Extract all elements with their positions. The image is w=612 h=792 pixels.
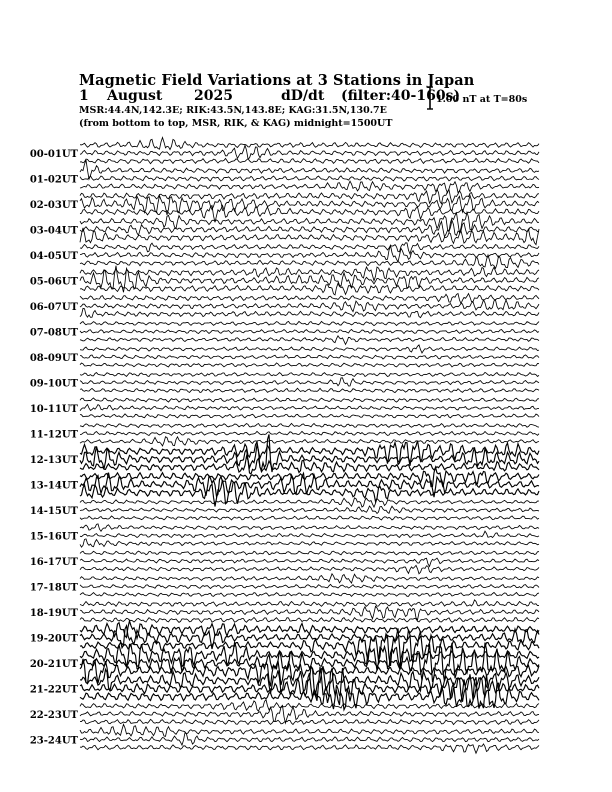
station-trace-kag bbox=[80, 372, 539, 376]
hour-label: 20-21UT bbox=[29, 659, 78, 670]
hour-label: 03-04UT bbox=[29, 225, 78, 237]
date-month: August bbox=[107, 88, 163, 104]
station-trace-rik bbox=[80, 705, 539, 723]
hour-label: 17-18UT bbox=[29, 582, 78, 594]
station-trace-rik bbox=[80, 531, 539, 537]
station-trace-msr bbox=[80, 181, 539, 193]
station-trace-kag bbox=[80, 212, 539, 233]
station-trace-rik bbox=[80, 404, 539, 410]
hour-row bbox=[80, 266, 539, 295]
hour-row bbox=[80, 212, 539, 244]
station-trace-kag bbox=[80, 294, 539, 304]
hour-label: 04-05UT bbox=[29, 251, 78, 262]
hour-label: 15-16UT bbox=[29, 531, 78, 543]
station-trace-msr bbox=[80, 283, 539, 295]
filter-label: (filter:40-160s) bbox=[341, 88, 461, 104]
station-order-note: (from bottom to top, MSR, RIK, & KAG) midnight=1500UT bbox=[79, 118, 393, 129]
station-trace-kag bbox=[80, 524, 539, 531]
station-trace-kag bbox=[80, 498, 539, 507]
station-trace-rik bbox=[80, 329, 539, 333]
hour-row bbox=[80, 600, 539, 623]
hour-row bbox=[80, 321, 539, 344]
station-trace-msr bbox=[80, 456, 539, 474]
hour-label: 02-03UT bbox=[29, 200, 78, 211]
hour-label: 00-01UT bbox=[29, 149, 78, 160]
station-trace-kag bbox=[80, 551, 539, 555]
station-trace-kag bbox=[80, 724, 539, 736]
hour-label: 11-12UT bbox=[29, 429, 78, 441]
hour-row bbox=[80, 574, 539, 597]
hour-row bbox=[80, 524, 539, 547]
station-trace-kag bbox=[80, 621, 539, 639]
station-trace-rik bbox=[80, 378, 539, 386]
hour-label: 08-09UT bbox=[29, 353, 78, 364]
station-trace-msr bbox=[80, 336, 539, 345]
hour-label: 09-10UT bbox=[29, 378, 78, 390]
station-trace-kag bbox=[80, 321, 539, 325]
station-trace-msr bbox=[80, 255, 539, 269]
hour-row bbox=[80, 724, 539, 753]
station-trace-msr bbox=[80, 719, 539, 724]
hour-label: 22-23UT bbox=[29, 710, 78, 721]
hour-row bbox=[80, 666, 539, 710]
date-day: 1 bbox=[79, 88, 89, 104]
station-trace-kag bbox=[80, 423, 539, 427]
date-year: 2025 bbox=[194, 88, 233, 104]
station-trace-kag bbox=[80, 398, 539, 402]
hour-row bbox=[80, 160, 539, 193]
station-trace-rik bbox=[80, 584, 539, 588]
chart-title: Magnetic Field Variations at 3 Stations in Japan bbox=[79, 72, 475, 89]
hour-labels bbox=[30, 149, 79, 747]
hour-label: 07-08UT bbox=[29, 327, 78, 339]
hour-label: 14-15UT bbox=[29, 506, 78, 517]
hour-row bbox=[80, 138, 539, 164]
hour-row bbox=[80, 423, 539, 446]
station-trace-msr bbox=[80, 388, 539, 392]
hour-label: 01-02UT bbox=[29, 174, 78, 186]
station-trace-rik bbox=[80, 145, 539, 158]
station-coordinates: MSR:44.4N,142.3E; RIK:43.5N,143.8E; KAG:31.5N,130.7E bbox=[79, 105, 387, 116]
station-trace-kag bbox=[80, 600, 539, 606]
scale-label: 1.00 nT at T=80s bbox=[436, 94, 528, 105]
station-trace-msr bbox=[80, 308, 539, 317]
hour-row bbox=[80, 434, 539, 474]
hour-label: 05-06UT bbox=[29, 276, 78, 288]
station-trace-msr bbox=[80, 437, 539, 446]
station-trace-msr bbox=[80, 158, 539, 163]
station-trace-msr bbox=[80, 363, 539, 367]
station-trace-rik bbox=[80, 176, 539, 181]
quantity-label: dD/dt bbox=[281, 88, 325, 104]
station-trace-msr bbox=[80, 205, 539, 222]
hour-row bbox=[80, 498, 539, 520]
station-trace-kag bbox=[80, 160, 539, 179]
station-trace-rik bbox=[80, 431, 539, 435]
hour-row bbox=[80, 398, 539, 418]
station-trace-msr bbox=[80, 516, 539, 520]
station-trace-kag bbox=[80, 243, 539, 254]
hour-row bbox=[80, 700, 539, 725]
hour-row bbox=[80, 294, 539, 318]
hour-row bbox=[80, 189, 539, 222]
station-trace-msr bbox=[80, 593, 539, 597]
hour-label: 19-20UT bbox=[29, 633, 78, 645]
station-trace-rik bbox=[80, 506, 539, 514]
station-trace-rik bbox=[80, 355, 539, 359]
station-trace-msr bbox=[80, 565, 539, 573]
station-trace-kag bbox=[80, 574, 539, 583]
station-trace-rik bbox=[80, 300, 539, 312]
hour-label: 23-24UT bbox=[29, 735, 78, 747]
hour-label: 21-22UT bbox=[29, 684, 78, 696]
station-trace-kag bbox=[80, 138, 539, 150]
station-trace-msr bbox=[80, 228, 539, 245]
hour-label: 12-13UT bbox=[29, 455, 78, 466]
hour-row bbox=[80, 551, 539, 574]
hour-label: 10-11UT bbox=[29, 404, 78, 415]
station-trace-kag bbox=[80, 345, 539, 353]
station-trace-rik bbox=[80, 558, 539, 566]
hour-label: 13-14UT bbox=[29, 480, 78, 492]
hour-label: 06-07UT bbox=[29, 302, 78, 313]
station-trace-msr bbox=[80, 539, 539, 547]
hour-label: 18-19UT bbox=[29, 608, 78, 619]
station-trace-msr bbox=[80, 744, 539, 753]
hour-label: 16-17UT bbox=[29, 557, 78, 568]
station-trace-msr bbox=[80, 618, 539, 623]
hour-row bbox=[80, 345, 539, 367]
hour-rows bbox=[80, 138, 539, 754]
station-trace-rik bbox=[80, 733, 539, 746]
hour-row bbox=[80, 243, 539, 269]
hour-row bbox=[80, 372, 539, 392]
station-trace-msr bbox=[80, 414, 539, 418]
